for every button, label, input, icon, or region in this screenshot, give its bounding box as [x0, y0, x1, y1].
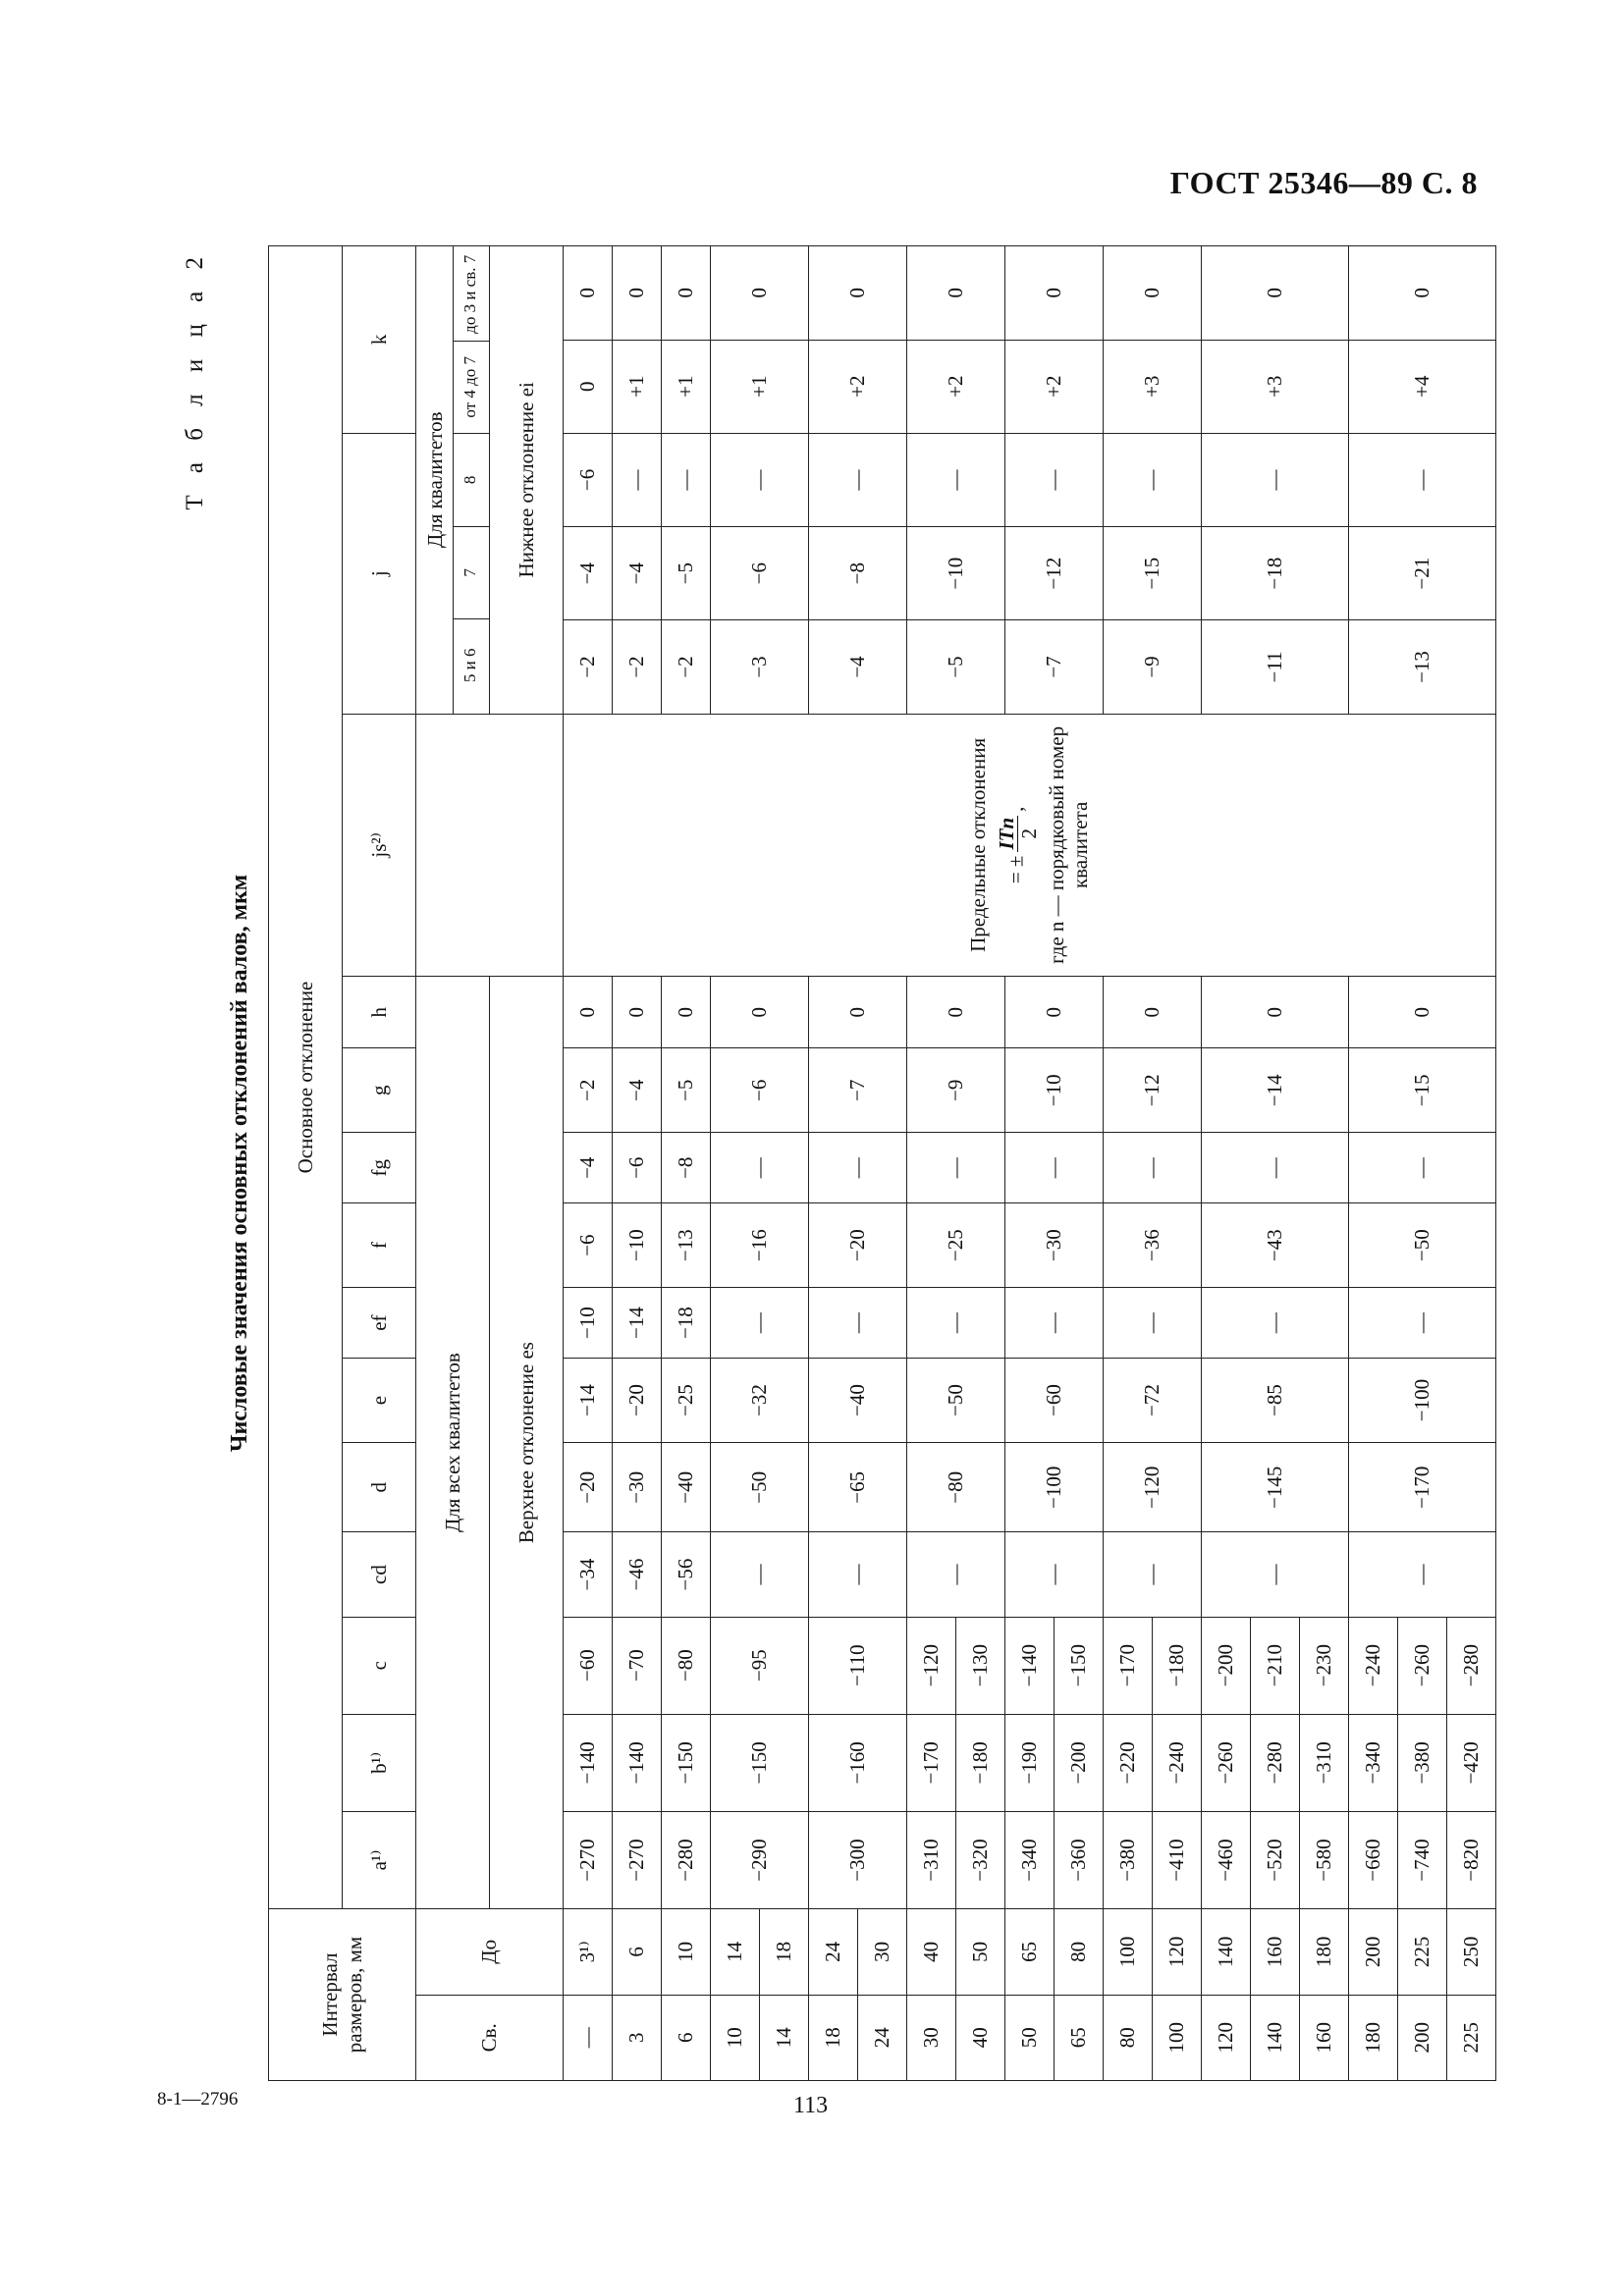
cell-j7: −12	[1005, 527, 1104, 620]
cell-f: −25	[907, 1203, 1005, 1288]
cell-k47: +2	[809, 340, 907, 433]
cell-fg: —	[907, 1133, 1005, 1203]
cell-from: 10	[711, 1995, 760, 2080]
cell-j56: −7	[1005, 620, 1104, 714]
header-lower-ei: Нижнее отклонение ei	[490, 246, 564, 715]
cell-j8: —	[1349, 433, 1496, 526]
js-note-equation	[996, 717, 1040, 975]
cell-g: −6	[711, 1048, 809, 1133]
rotated-table-area	[182, 245, 1483, 2081]
cell-to: 250	[1447, 1909, 1496, 1995]
cell-f: −10	[613, 1203, 662, 1288]
grade-j-2: 8	[454, 433, 489, 526]
cell-b: −170	[907, 1714, 956, 1811]
cell-d: −65	[809, 1443, 907, 1532]
cell-b: −340	[1349, 1714, 1398, 1811]
cell-to: 180	[1300, 1909, 1349, 1995]
cell-g: −10	[1005, 1048, 1104, 1133]
cell-cd: −46	[613, 1532, 662, 1617]
grade-j-0: 5 и 6	[454, 618, 489, 712]
cell-g: −12	[1104, 1048, 1202, 1133]
cell-cd: —	[1349, 1532, 1496, 1617]
cell-b: −140	[613, 1714, 662, 1811]
cell-to: 14	[711, 1909, 760, 1995]
cell-k3: 0	[1202, 246, 1349, 341]
cell-from: —	[564, 1995, 613, 2080]
cell-f: −13	[662, 1203, 711, 1288]
cell-a: −360	[1055, 1811, 1104, 1908]
col-header-ef: ef	[343, 1288, 416, 1359]
table-row	[1349, 246, 1398, 2081]
cell-f: −20	[809, 1203, 907, 1288]
grade-subheaders	[454, 248, 489, 712]
cell-cd: —	[1104, 1532, 1202, 1617]
cell-h: 0	[1202, 977, 1349, 1048]
col-header-g: g	[343, 1048, 416, 1133]
cell-fg: —	[711, 1133, 809, 1203]
cell-b: −190	[1005, 1714, 1055, 1811]
cell-from: 24	[858, 1995, 907, 2080]
cell-h: 0	[564, 977, 613, 1048]
cell-j8: −6	[564, 433, 613, 526]
table-row	[809, 246, 858, 2081]
cell-ef: —	[1349, 1288, 1496, 1359]
header-to: До	[416, 1909, 564, 1995]
cell-k3: 0	[907, 246, 1005, 341]
document-code: 8-1—2796	[157, 2089, 239, 2109]
cell-c: −130	[956, 1617, 1005, 1714]
cell-c: −60	[564, 1617, 613, 1714]
cell-from: 225	[1447, 1995, 1496, 2080]
cell-b: −180	[956, 1714, 1005, 1811]
cell-a: −380	[1104, 1811, 1153, 1908]
page-number: 113	[793, 2093, 829, 2118]
col-header-f: f	[343, 1203, 416, 1288]
header-main-deviation: Основное отклонение	[269, 246, 343, 1909]
cell-k47: +1	[613, 340, 662, 433]
cell-j7: −6	[711, 527, 809, 620]
cell-j7: −15	[1104, 527, 1202, 620]
cell-j7: −10	[907, 527, 1005, 620]
page-header: ГОСТ 25346—89 С. 8	[1169, 165, 1478, 200]
cell-c: −200	[1202, 1617, 1251, 1714]
grade-k-0: от 4 до 7	[454, 341, 489, 434]
cell-b: −310	[1300, 1714, 1349, 1811]
cell-cd: −56	[662, 1532, 711, 1617]
cell-j8: —	[1202, 433, 1349, 526]
cell-a: −660	[1349, 1811, 1398, 1908]
cell-k47: +2	[1005, 340, 1104, 433]
cell-a: −270	[564, 1811, 613, 1908]
cell-f: −36	[1104, 1203, 1202, 1288]
cell-from: 200	[1398, 1995, 1447, 2080]
cell-j56: −3	[711, 620, 809, 714]
cell-g: −5	[662, 1048, 711, 1133]
cell-j8: —	[613, 433, 662, 526]
cell-h: 0	[1005, 977, 1104, 1048]
cell-j56: −13	[1349, 620, 1496, 714]
cell-j7: −8	[809, 527, 907, 620]
js-fraction	[996, 816, 1040, 852]
cell-d: −100	[1005, 1443, 1104, 1532]
cell-e: −100	[1349, 1359, 1496, 1443]
cell-k3: 0	[809, 246, 907, 341]
cell-a: −520	[1251, 1811, 1300, 1908]
cell-c: −120	[907, 1617, 956, 1714]
cell-d: −145	[1202, 1443, 1349, 1532]
cell-j7: −4	[564, 527, 613, 620]
cell-e: −32	[711, 1359, 809, 1443]
cell-from: 50	[1005, 1995, 1055, 2080]
cell-d: −40	[662, 1443, 711, 1532]
cell-k47: 0	[564, 340, 613, 433]
cell-k3: 0	[662, 246, 711, 341]
cell-k3: 0	[1005, 246, 1104, 341]
cell-c: −150	[1055, 1617, 1104, 1714]
cell-to: 80	[1055, 1909, 1104, 1995]
cell-a: −270	[613, 1811, 662, 1908]
cell-to: 225	[1398, 1909, 1447, 1995]
table-row	[613, 246, 662, 2081]
cell-f: −16	[711, 1203, 809, 1288]
cell-fg: —	[1202, 1133, 1349, 1203]
cell-k47: +1	[711, 340, 809, 433]
js-note-cell	[564, 714, 1496, 977]
cell-from: 40	[956, 1995, 1005, 2080]
cell-k47: +4	[1349, 340, 1496, 433]
cell-f: −6	[564, 1203, 613, 1288]
col-header-k: k	[343, 246, 416, 434]
cell-e: −85	[1202, 1359, 1349, 1443]
cell-j56: −2	[613, 620, 662, 714]
cell-c: −110	[809, 1617, 907, 1714]
cell-h: 0	[613, 977, 662, 1048]
cell-h: 0	[907, 977, 1005, 1048]
cell-from: 18	[809, 1995, 858, 2080]
cell-c: −170	[1104, 1617, 1153, 1714]
cell-from: 120	[1202, 1995, 1251, 2080]
cell-j8: —	[1005, 433, 1104, 526]
cell-f: −43	[1202, 1203, 1349, 1288]
cell-h: 0	[809, 977, 907, 1048]
cell-from: 65	[1055, 1995, 1104, 2080]
table-title: Числовые значения основных отклонений валов, мкм	[227, 874, 252, 1453]
cell-to: 120	[1153, 1909, 1202, 1995]
col-header-js: js²⁾	[343, 714, 416, 977]
cell-e: −20	[613, 1359, 662, 1443]
cell-to: 140	[1202, 1909, 1251, 1995]
cell-a: −580	[1300, 1811, 1349, 1908]
cell-to: 30	[858, 1909, 907, 1995]
cell-c: −140	[1005, 1617, 1055, 1714]
cell-b: −380	[1398, 1714, 1447, 1811]
js-frac-num: ITn	[995, 817, 1019, 850]
cell-j56: −5	[907, 620, 1005, 714]
table-row	[711, 246, 760, 2081]
cell-a: −340	[1005, 1811, 1055, 1908]
cell-from: 160	[1300, 1995, 1349, 2080]
cell-b: −200	[1055, 1714, 1104, 1811]
cell-to: 10	[662, 1909, 711, 1995]
cell-from: 140	[1251, 1995, 1300, 2080]
cell-j56: −2	[564, 620, 613, 714]
table-label: Т а б л и ц а 2	[182, 249, 208, 510]
cell-fg: —	[1104, 1133, 1202, 1203]
js-frac-den: 2	[1017, 828, 1042, 839]
table-row	[662, 246, 711, 2081]
grade-k-1: до 3 и св. 7	[460, 254, 480, 334]
cell-k47: +1	[662, 340, 711, 433]
table-row	[564, 246, 613, 2081]
col-header-d: d	[343, 1443, 416, 1532]
cell-j8: —	[662, 433, 711, 526]
cell-a: −320	[956, 1811, 1005, 1908]
cell-h: 0	[1104, 977, 1202, 1048]
cell-d: −50	[711, 1443, 809, 1532]
cell-to: 24	[809, 1909, 858, 1995]
cell-to: 40	[907, 1909, 956, 1995]
cell-fg: —	[809, 1133, 907, 1203]
cell-from: 180	[1349, 1995, 1398, 2080]
table-row	[1202, 246, 1251, 2081]
cell-to: 50	[956, 1909, 1005, 1995]
cell-ef: —	[809, 1288, 907, 1359]
cell-a: −740	[1398, 1811, 1447, 1908]
col-header-fg: fg	[343, 1133, 416, 1203]
cell-e: −40	[809, 1359, 907, 1443]
cell-b: −260	[1202, 1714, 1251, 1811]
cell-from: 80	[1104, 1995, 1153, 2080]
cell-from: 3	[613, 1995, 662, 2080]
cell-k47: +2	[907, 340, 1005, 433]
cell-j8: —	[809, 433, 907, 526]
cell-j56: −11	[1202, 620, 1349, 714]
cell-to: 3¹⁾	[564, 1909, 613, 1995]
cell-b: −240	[1153, 1714, 1202, 1811]
for-grades-label: Для квалитетов	[417, 246, 454, 714]
cell-j7: −21	[1349, 527, 1496, 620]
cell-k3: 0	[1349, 246, 1496, 341]
cell-ef: −18	[662, 1288, 711, 1359]
cell-e: −72	[1104, 1359, 1202, 1443]
cell-cd: —	[711, 1532, 809, 1617]
header-upper-es: Верхнее отклонение es	[490, 977, 564, 1909]
header-for-grades	[416, 246, 490, 715]
cell-fg: −4	[564, 1133, 613, 1203]
cell-from: 6	[662, 1995, 711, 2080]
cell-a: −290	[711, 1811, 809, 1908]
cell-ef: —	[711, 1288, 809, 1359]
js-eq-prefix: = ±	[1003, 855, 1028, 884]
col-header-j: j	[343, 433, 416, 714]
cell-j8: —	[1104, 433, 1202, 526]
cell-cd: −34	[564, 1532, 613, 1617]
cell-ef: −10	[564, 1288, 613, 1359]
cell-g: −14	[1202, 1048, 1349, 1133]
cell-c: −80	[662, 1617, 711, 1714]
cell-k3: 0	[564, 246, 613, 341]
cell-e: −50	[907, 1359, 1005, 1443]
cell-j56: −4	[809, 620, 907, 714]
cell-e: −14	[564, 1359, 613, 1443]
cell-a: −460	[1202, 1811, 1251, 1908]
cell-a: −300	[809, 1811, 907, 1908]
col-header-h: h	[343, 977, 416, 1048]
col-header-c: c	[343, 1617, 416, 1714]
cell-d: −80	[907, 1443, 1005, 1532]
js-note-line1: Предельные отклонения	[965, 737, 990, 952]
cell-c: −240	[1349, 1617, 1398, 1714]
cell-cd: —	[1005, 1532, 1104, 1617]
cell-k3: 0	[1104, 246, 1202, 341]
table-row	[907, 246, 956, 2081]
col-header-a: a¹⁾	[343, 1811, 416, 1908]
cell-cd: —	[1202, 1532, 1349, 1617]
cell-g: −4	[613, 1048, 662, 1133]
cell-cd: —	[907, 1532, 1005, 1617]
cell-f: −50	[1349, 1203, 1496, 1288]
cell-fg: −6	[613, 1133, 662, 1203]
header-interval: Интервал размеров, мм	[269, 1909, 416, 2081]
cell-to: 160	[1251, 1909, 1300, 1995]
cell-e: −60	[1005, 1359, 1104, 1443]
cell-to: 18	[760, 1909, 809, 1995]
cell-fg: —	[1349, 1133, 1496, 1203]
cell-d: −120	[1104, 1443, 1202, 1532]
cell-b: −160	[809, 1714, 907, 1811]
cell-ef: —	[1202, 1288, 1349, 1359]
cell-k3: 0	[613, 246, 662, 341]
cell-cd: —	[809, 1532, 907, 1617]
col-header-b: b¹⁾	[343, 1714, 416, 1811]
cell-fg: —	[1005, 1133, 1104, 1203]
cell-f: −30	[1005, 1203, 1104, 1288]
col-header-cd: cd	[343, 1532, 416, 1617]
js-eq-suffix: ,	[1003, 806, 1028, 812]
col-header-e: e	[343, 1359, 416, 1443]
cell-g: −9	[907, 1048, 1005, 1133]
cell-h: 0	[1349, 977, 1496, 1048]
cell-d: −170	[1349, 1443, 1496, 1532]
cell-ef: −14	[613, 1288, 662, 1359]
cell-a: −820	[1447, 1811, 1496, 1908]
cell-e: −25	[662, 1359, 711, 1443]
cell-a: −310	[907, 1811, 956, 1908]
cell-b: −150	[711, 1714, 809, 1811]
js-note-line2: где n — порядковый номер квалитета	[1045, 725, 1092, 964]
cell-j56: −2	[662, 620, 711, 714]
cell-ef: —	[907, 1288, 1005, 1359]
cell-b: −220	[1104, 1714, 1153, 1811]
header-from: Св.	[416, 1995, 564, 2080]
cell-ef: —	[1005, 1288, 1104, 1359]
table-row	[1005, 246, 1055, 2081]
cell-b: −150	[662, 1714, 711, 1811]
cell-h: 0	[711, 977, 809, 1048]
cell-j7: −5	[662, 527, 711, 620]
table-row	[1104, 246, 1153, 2081]
cell-j56: −9	[1104, 620, 1202, 714]
cell-g: −2	[564, 1048, 613, 1133]
cell-fg: −8	[662, 1133, 711, 1203]
cell-b: −420	[1447, 1714, 1496, 1811]
cell-j8: —	[907, 433, 1005, 526]
cell-g: −15	[1349, 1048, 1496, 1133]
cell-from: 14	[760, 1995, 809, 2080]
cell-j8: —	[711, 433, 809, 526]
cell-h: 0	[662, 977, 711, 1048]
grade-j-1: 7	[454, 526, 489, 619]
cell-g: −7	[809, 1048, 907, 1133]
cell-c: −230	[1300, 1617, 1349, 1714]
cell-c: −210	[1251, 1617, 1300, 1714]
cell-to: 65	[1005, 1909, 1055, 1995]
deviations-table	[268, 245, 1496, 2081]
header-js-blank	[416, 714, 564, 977]
cell-b: −140	[564, 1714, 613, 1811]
cell-b: −280	[1251, 1714, 1300, 1811]
cell-a: −410	[1153, 1811, 1202, 1908]
cell-j7: −4	[613, 527, 662, 620]
cell-k3: 0	[711, 246, 809, 341]
cell-c: −260	[1398, 1617, 1447, 1714]
cell-c: −280	[1447, 1617, 1496, 1714]
cell-c: −180	[1153, 1617, 1202, 1714]
cell-d: −20	[564, 1443, 613, 1532]
header-all-grades: Для всех квалитетов	[416, 977, 490, 1909]
cell-a: −280	[662, 1811, 711, 1908]
cell-to: 200	[1349, 1909, 1398, 1995]
cell-to: 6	[613, 1909, 662, 1995]
cell-ef: —	[1104, 1288, 1202, 1359]
cell-to: 100	[1104, 1909, 1153, 1995]
cell-from: 100	[1153, 1995, 1202, 2080]
cell-c: −70	[613, 1617, 662, 1714]
cell-d: −30	[613, 1443, 662, 1532]
cell-from: 30	[907, 1995, 956, 2080]
cell-k47: +3	[1202, 340, 1349, 433]
cell-k47: +3	[1104, 340, 1202, 433]
cell-j7: −18	[1202, 527, 1349, 620]
cell-c: −95	[711, 1617, 809, 1714]
